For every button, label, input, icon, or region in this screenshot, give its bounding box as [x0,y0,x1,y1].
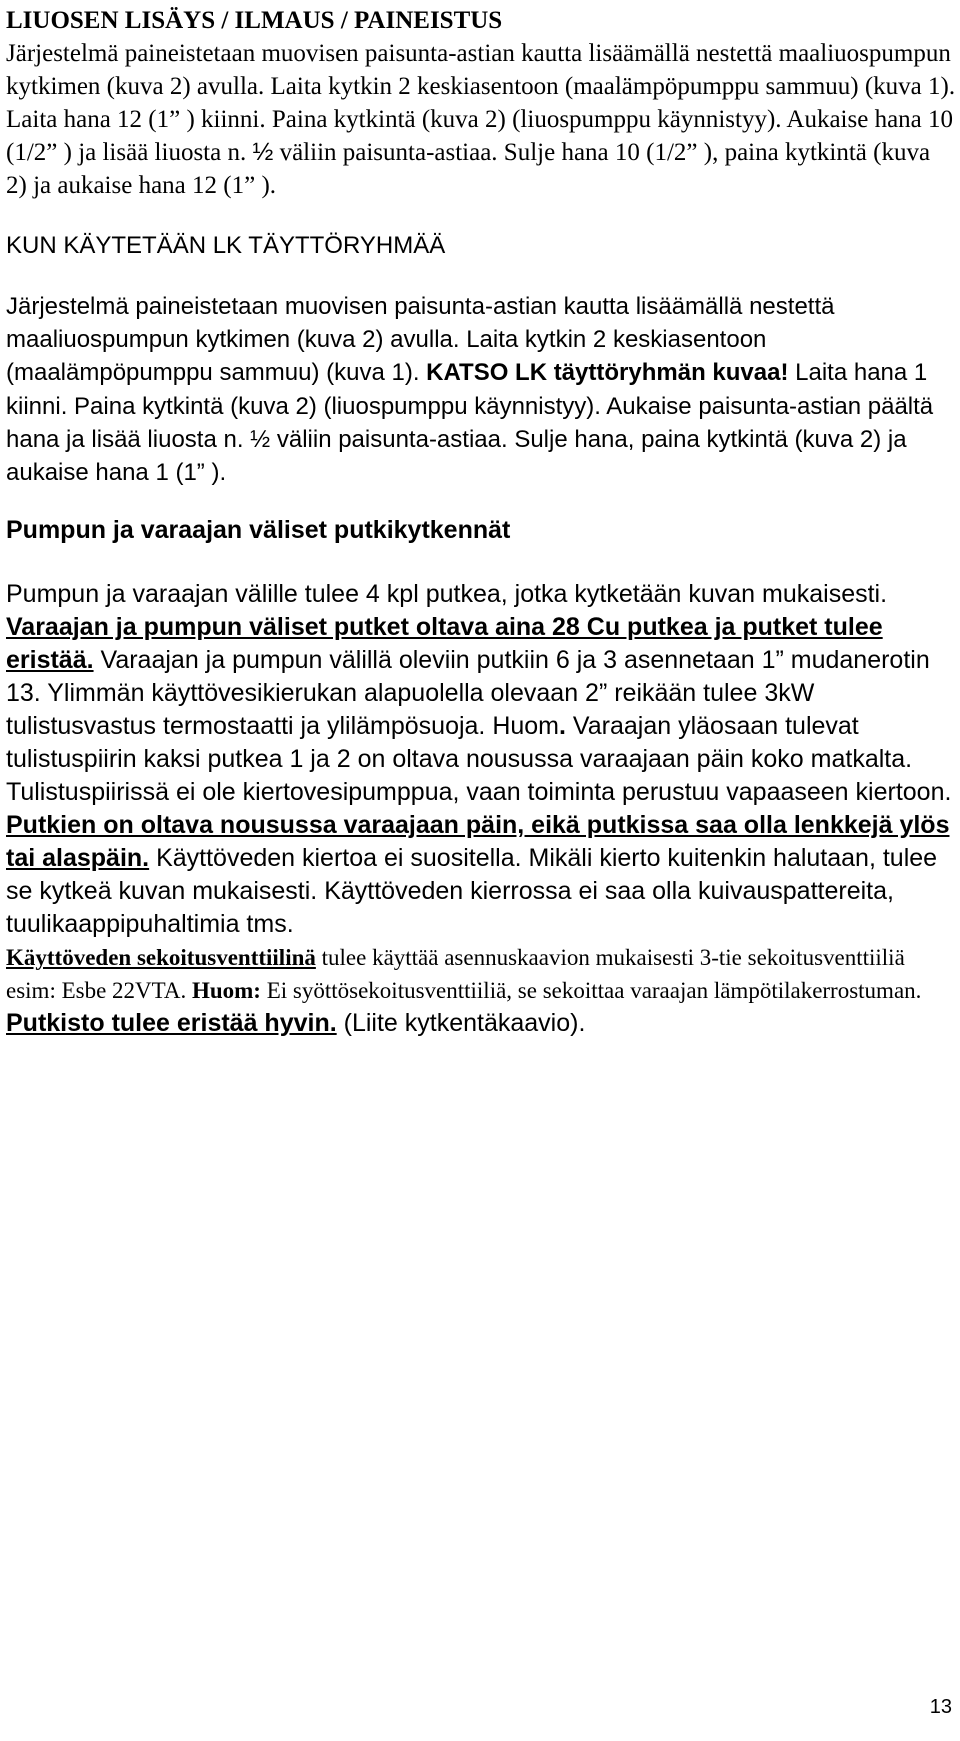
paragraph-text: Järjestelmä paineistetaan muovisen paisunta-astian kautta lisäämällä nestettä maaliuospumpun kytkimen (kuva 2) avulla. Laita kytkin 2 keskiasentoon (maalämpöpumppu sammuu) (kuva 1). Laita hana 12 (1” ) kiinni. Paina kytkintä (kuva 2) (liuospumppu käynnistyy). Aukaise hana 10 (1/2” ) ja lisää liuosta n. [6,40,956,166]
page-number: 13 [929,1696,952,1718]
section-title-lk-tayttoryhma: KUN KÄYTETÄÄN LK TÄYTTÖRYHMÄÄ [6,232,446,259]
bold-underlined-text: Käyttöveden sekoitusventtiilinä [6,945,316,971]
paragraph-text: Laita hana 1 kiinni. Paina kytkintä (kuva 2) (liuospumppu käynnistyy). Aukaise paisunta-astian päältä hana ja lisää liuosta n. ½ väliin paisunta-astiaa. Sulje hana, paina kytkintä (kuva 2) ja aukaise hana 1 (1” ). [6,359,934,487]
bold-instruction: KATSO LK täyttöryhmän kuvaa! [426,359,789,387]
paragraph-text: Järjestelmä paineistetaan muovisen paisunta-astian kautta lisäämällä nestettä maaliuospumpun kytkimen (kuva 2) avulla. Laita kytkin 2 keskiasentoon (maalämpöpumppu sammuu) (kuva 1). [6,293,835,387]
half-fraction: ½ [252,138,274,166]
section-title-liuosen-lisays: LIUOSEN LISÄYS / ILMAUS / PAINEISTUS [6,7,503,34]
bold-underlined-text: Putkisto tulee eristää hyvin. [6,1009,337,1038]
paragraph-text: Varaajan yläosaan tulevat tulistuspiirin kaksi putkea 1 ja 2 on oltava nousussa varaajaan päin koko matkalta. Tulistuspiirissä ei ole kiertovesipumppua, vaan toiminta perustuu vapaaseen kiertoon. [6,712,952,807]
paragraph-text: Ei syöttösekoitusventtiiliä, se sekoittaa varaajan lämpötilakerrostuman. [260,978,922,1004]
section-paragraph-putkikytkennat [6,611,956,1040]
section-paragraph-liuosen-lisays [6,37,956,202]
section-intro-putkikytkennat: Pumpun ja varaajan välille tulee 4 kpl putkea, jotka kytketään kuvan mukaisesti. [6,580,888,609]
bold-note-label: Huom: [191,978,261,1004]
paragraph-text: Käyttöveden kiertoa ei suositella. Mikäli kierto kuitenkin halutaan, tulee se kytkeä kuvan mukaisesti. Käyttöveden kierrossa ei saa olla kuivauspattereita, tuulikaappipuhaltimia tms. [6,844,938,939]
paragraph-text: tulee käyttää asennuskaavion mukaisesti 3-tie sekoitusventtiiliä esim: Esbe 22VTA. [6,945,905,1004]
bold-underlined-text: Varaajan ja pumpun väliset putket oltava aina 28 Cu putkea ja putket tulee eristää. [6,613,883,675]
paragraph-text: väliin paisunta-astiaa. Sulje hana 10 (1/2” ), paina kytkintä (kuva 2) ja aukaise hana 12 (1” ). [6,139,931,199]
section-paragraph-lk-tayttoryhma [6,290,956,489]
document-page [6,4,956,1040]
paragraph-text: (Liite kytkentäkaavio). [336,1009,586,1038]
bold-underlined-text: Putkien on oltava nousussa varaajaan päin, eikä putkissa saa olla lenkkejä ylös tai alaspäin. [6,811,950,873]
section-title-putkikytkennat: Pumpun ja varaajan väliset putkikytkennät [6,516,511,545]
bold-dot: . [559,712,566,741]
paragraph-text: Varaajan ja pumpun välillä oleviin putkiin 6 ja 3 asennetaan 1” mudanerotin 13. Ylimmän käyttövesikierukan alapuolella olevaan 2” reikään tulee 3kW tulistusvastus termostaatti ja ylilämpösuoja. Huom [6,646,930,741]
